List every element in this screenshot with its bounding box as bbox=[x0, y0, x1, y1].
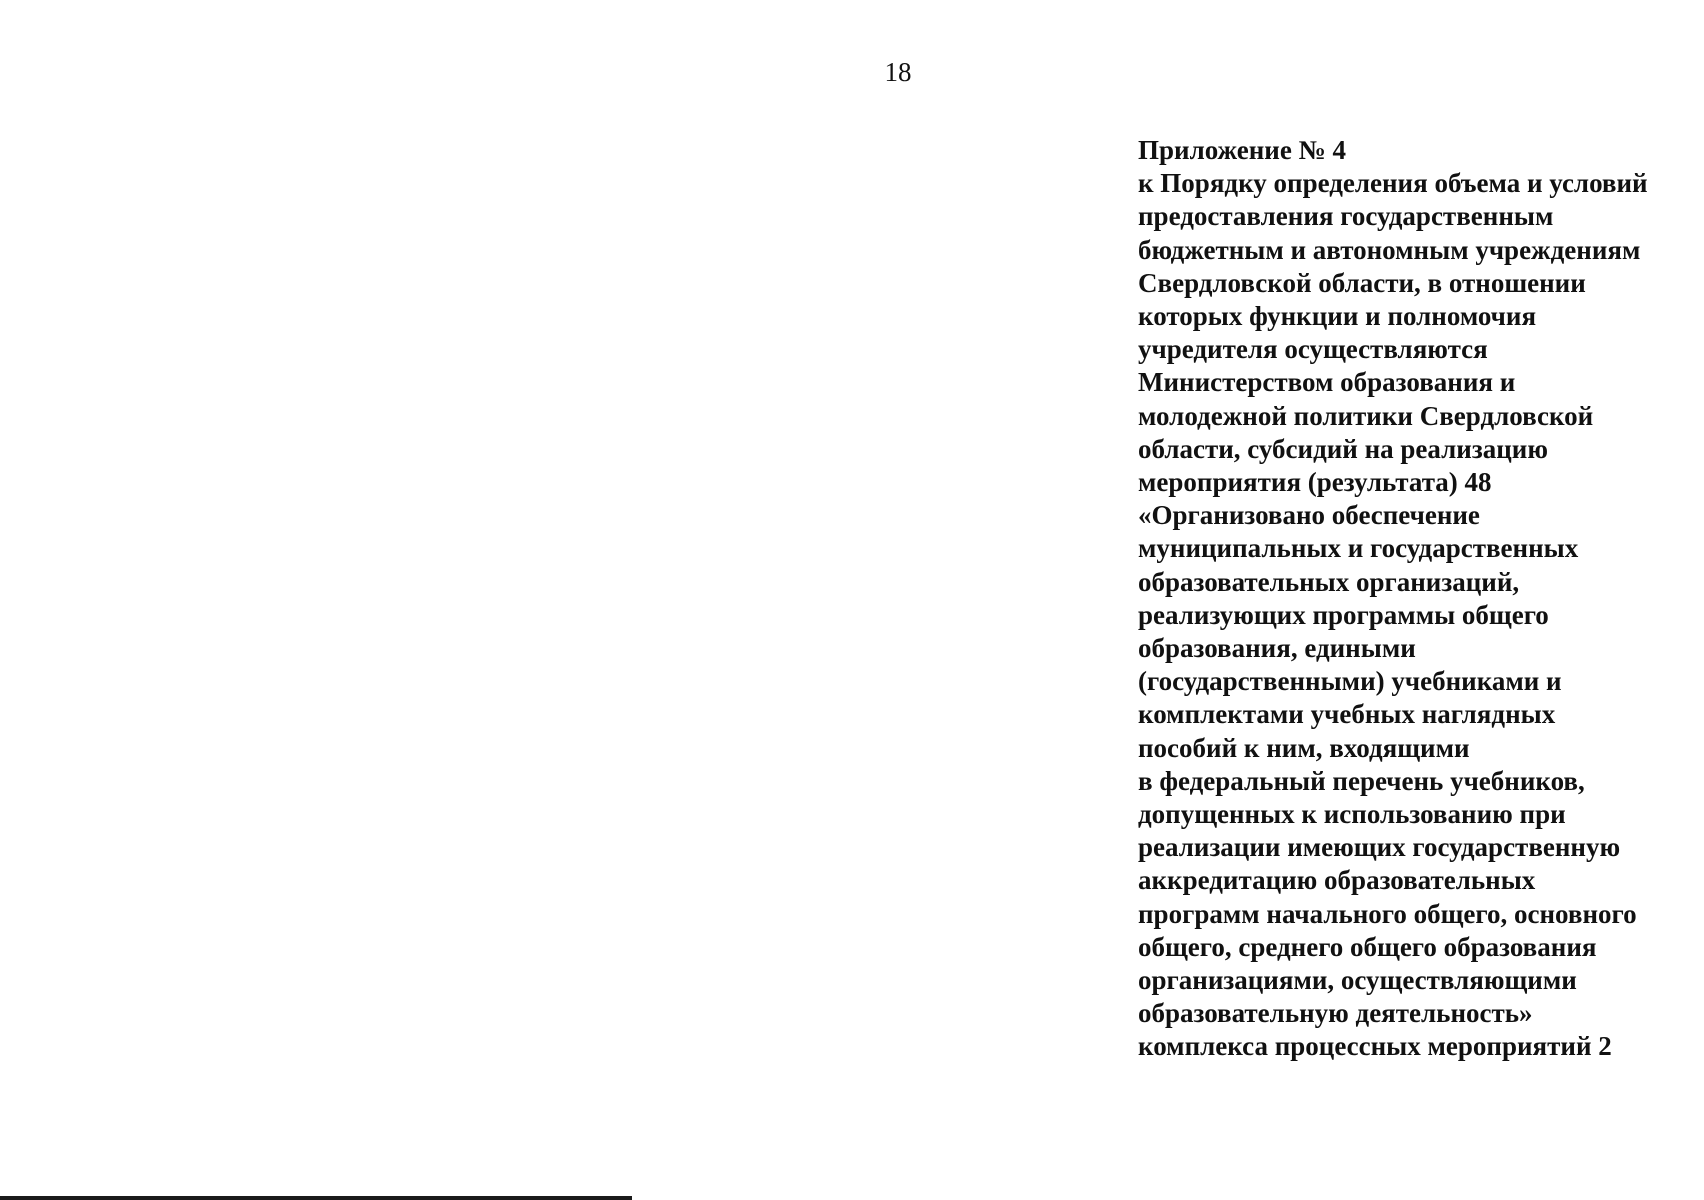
appendix-text-line: учредителя осуществляются bbox=[1138, 334, 1488, 365]
scan-edge-line bbox=[0, 1196, 632, 1200]
appendix-text-line: (государственными) учебниками и bbox=[1138, 666, 1562, 697]
appendix-text-line: к Порядку определения объема и условий bbox=[1138, 168, 1648, 199]
appendix-text-line: Министерством образования и bbox=[1138, 367, 1516, 398]
appendix-text-line: организациями, осуществляющими bbox=[1138, 965, 1577, 996]
appendix-text-line: Свердловской области, в отношении bbox=[1138, 267, 1586, 298]
appendix-text-line: комплекса процессных мероприятий 2 bbox=[1138, 1031, 1612, 1062]
appendix-header-block bbox=[1138, 134, 1678, 1064]
appendix-text-line: «Организовано обеспечение bbox=[1138, 500, 1480, 531]
appendix-text-line: бюджетным и автономным учреждениям bbox=[1138, 234, 1641, 265]
appendix-text-line: образовательную деятельность» bbox=[1138, 998, 1533, 1029]
appendix-text-line: в федеральный перечень учебников, bbox=[1138, 765, 1585, 796]
appendix-text-line: комплектами учебных наглядных bbox=[1138, 699, 1556, 730]
appendix-text-line: программ начального общего, основного bbox=[1138, 898, 1637, 929]
appendix-text-line: муниципальных и государственных bbox=[1138, 533, 1579, 564]
appendix-text-line: области, субсидий на реализацию bbox=[1138, 433, 1548, 464]
appendix-text-line: мероприятия (результата) 48 bbox=[1138, 467, 1492, 498]
appendix-text-line: пособий к ним, входящими bbox=[1138, 732, 1470, 763]
appendix-title: Приложение № 4 bbox=[1138, 135, 1346, 165]
appendix-text-line: общего, среднего общего образования bbox=[1138, 931, 1597, 962]
appendix-text-line: допущенных к использованию при bbox=[1138, 799, 1566, 830]
page-number: 18 bbox=[884, 57, 912, 87]
appendix-text-line: образования, едиными bbox=[1138, 633, 1416, 664]
appendix-text-line: образовательных организаций, bbox=[1138, 566, 1520, 597]
appendix-text-line: которых функции и полномочия bbox=[1138, 301, 1537, 332]
appendix-text-line: реализующих программы общего bbox=[1138, 599, 1549, 630]
appendix-text-line: аккредитацию образовательных bbox=[1138, 865, 1536, 896]
appendix-text-line: реализации имеющих государственную bbox=[1138, 832, 1621, 863]
appendix-text-line: молодежной политики Свердловской bbox=[1138, 400, 1594, 431]
appendix-text-line: предоставления государственным bbox=[1138, 201, 1554, 232]
